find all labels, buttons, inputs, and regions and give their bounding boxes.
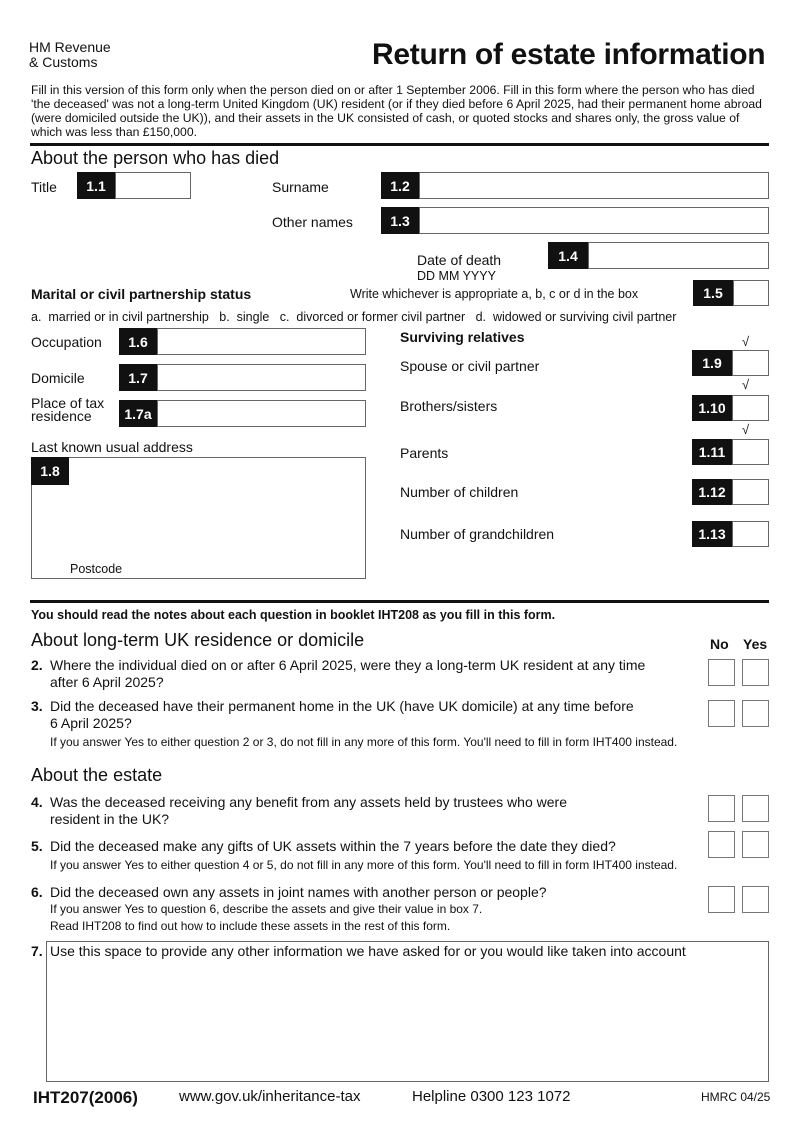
question-3-number: 3. [31,698,43,714]
question-4-text-line-1: Was the deceased receiving any benefit from any assets held by trustees who were [50,794,567,810]
question-4-text [50,794,567,828]
marital-instruction: Write whichever is appropriate a, b, c or d in the box [350,287,639,301]
parents-input[interactable] [732,439,769,465]
section-heading-residence: About long-term UK residence or domicile [31,630,365,650]
question-2-text-line-1: Where the individual died on or after 6 April 2025, were they a long-term UK resident at any time [50,657,646,673]
tax-residence-label [31,397,104,423]
question-2-text-line-2: after 6 April 2025? [50,674,164,690]
question-3-yes-checkbox[interactable] [742,700,769,727]
question-5-note: If you answer Yes to either question 4 or 5, do not fill in any more of this form. You'll need to fill in form IHT400 instead. [50,858,678,872]
org-line-2: & Customs [29,54,98,70]
date-of-death-label: Date of death [417,252,502,268]
children-label: Number of children [400,484,519,500]
marital-status-input[interactable] [733,280,769,306]
divider-middle [30,600,769,603]
domicile-input[interactable] [157,364,366,391]
question-3-text [50,698,634,732]
grandchildren-input[interactable] [732,521,769,547]
tick-mark-icon: √ [742,334,750,349]
form-code: IHT207(2006) [33,1088,138,1107]
question-5-yes-checkbox[interactable] [742,831,769,858]
box-tag-1-10: 1.10 [692,395,732,421]
other-names-label: Other names [272,214,353,230]
question-5-no-checkbox[interactable] [708,831,735,858]
column-no-heading: No [710,636,729,652]
question-5-number: 5. [31,838,43,854]
box-tag-1-12: 1.12 [692,479,732,505]
divider-top [30,143,769,146]
question-2-text [50,657,645,691]
box-tag-1-13: 1.13 [692,521,732,547]
question-3-text-line-1: Did the deceased have their permanent home in the UK (have UK domicile) at any time before [50,698,634,714]
question-7-number: 7. [31,943,43,959]
spouse-label: Spouse or civil partner [400,358,540,374]
question-7-textarea[interactable] [46,941,769,1082]
siblings-label: Brothers/sisters [400,398,498,414]
tax-residence-label-line-1: Place of tax [31,395,105,411]
box-tag-1-11: 1.11 [692,439,732,465]
date-of-death-input[interactable] [588,242,769,269]
box-tag-1-4: 1.4 [548,242,588,269]
org-line-1: HM Revenue [29,39,111,55]
question-5-text: Did the deceased make any gifts of UK assets within the 7 years before the date they died? [50,838,616,854]
siblings-input[interactable] [732,395,769,421]
question-6-yes-checkbox[interactable] [742,886,769,913]
parents-label: Parents [400,445,449,461]
form-title: Return of estate information [372,38,766,71]
address-input[interactable] [31,457,366,579]
other-names-input[interactable] [419,207,769,234]
question-6-note-line-2: Read IHT208 to find out how to include these assets in the rest of this form. [50,919,451,933]
surviving-relatives-heading: Surviving relatives [400,329,525,345]
question-6-number: 6. [31,884,43,900]
helpline: Helpline 0300 123 1072 [412,1088,571,1105]
question-4-no-checkbox[interactable] [708,795,735,822]
question-6-text: Did the deceased own any assets in joint names with another person or people? [50,884,547,900]
box-tag-1-2: 1.2 [381,172,419,199]
intro-text: Fill in this version of this form only when the person died on or after 1 September 2006. Fill in this form where the person who has died 'the deceased' was not a long-term United Kingdom (UK) resident (or if they died before 6 April 2025, had their permanent home abroad (were domiciled outside the UK)), and their assets in the UK consisted of cash, or quoted stocks and shares only, the gross value of which was less than £150,000. [31,83,762,139]
occupation-label: Occupation [31,334,102,350]
question-2-no-checkbox[interactable] [708,659,735,686]
column-yes-heading: Yes [743,636,768,652]
box-tag-1-6: 1.6 [119,328,157,355]
question-4-yes-checkbox[interactable] [742,795,769,822]
question-4-number: 4. [31,794,43,810]
tick-mark-icon: √ [742,377,750,392]
address-label: Last known usual address [31,439,193,455]
form-version: HMRC 04/25 [701,1090,771,1104]
question-2-yes-checkbox[interactable] [742,659,769,686]
section-heading-estate: About the estate [31,765,163,785]
question-6-note-line-1: If you answer Yes to question 6, describe the assets and give their value in box 7. [50,902,483,916]
title-label: Title [31,179,57,195]
question-6-no-checkbox[interactable] [708,886,735,913]
children-input[interactable] [732,479,769,505]
question-3-note: If you answer Yes to either question 2 or 3, do not fill in any more of this form. You'll need to fill in form IHT400 instead. [50,735,678,749]
question-7-text: Use this space to provide any other information we have asked for or you would like taken into account [50,943,686,959]
box-tag-1-8: 1.8 [31,457,69,485]
box-tag-1-1: 1.1 [77,172,115,199]
box-tag-1-3: 1.3 [381,207,419,234]
marital-status-heading: Marital or civil partnership status [31,286,252,302]
question-2-number: 2. [31,657,43,673]
question-3-text-line-2: 6 April 2025? [50,715,132,731]
box-tag-1-7a: 1.7a [119,400,157,427]
spouse-input[interactable] [732,350,769,376]
question-3-no-checkbox[interactable] [708,700,735,727]
marital-options: a. married or in civil partnership b. single c. divorced or former civil partner d. widowed or surviving civil partner [31,310,677,324]
date-format-hint: DD MM YYYY [417,269,496,283]
organisation-name [29,40,111,70]
box-tag-1-7: 1.7 [119,364,157,391]
occupation-input[interactable] [157,328,366,355]
question-4-text-line-2: resident in the UK? [50,811,170,827]
website-link[interactable]: www.gov.uk/inheritance-tax [179,1088,361,1105]
box-tag-1-9: 1.9 [692,350,732,376]
postcode-label: Postcode [70,562,123,576]
box-tag-1-5: 1.5 [693,280,733,306]
booklet-notice: You should read the notes about each question in booklet IHT208 as you fill in this form. [31,608,556,622]
section-heading-person: About the person who has died [31,148,280,168]
title-input[interactable] [115,172,191,199]
tick-mark-icon: √ [742,422,750,437]
surname-label: Surname [272,179,329,195]
tax-residence-input[interactable] [157,400,366,427]
domicile-label: Domicile [31,370,85,386]
surname-input[interactable] [419,172,769,199]
tax-residence-label-line-2: residence [31,408,92,424]
grandchildren-label: Number of grandchildren [400,526,555,542]
